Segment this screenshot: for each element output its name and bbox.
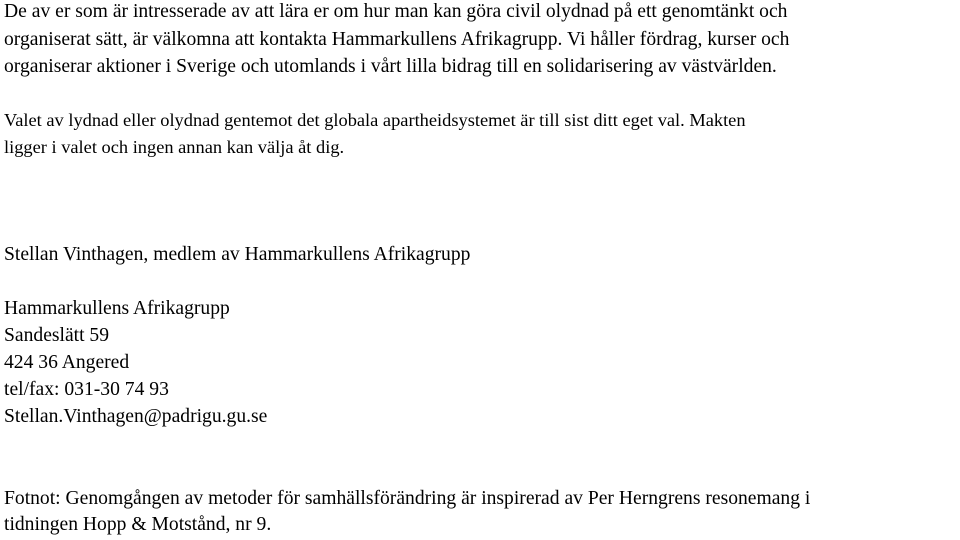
intro-line-1: De av er som är intresserade av att lära er om hur man kan göra civil olydnad på ett genomtänkt och xyxy=(4,1,788,22)
contact-organization: Hammarkullens Afrikagrupp xyxy=(4,298,230,319)
contact-postal: 424 36 Angered xyxy=(4,352,130,373)
signature-line: Stellan Vinthagen, medlem av Hammarkullens Afrikagrupp xyxy=(4,244,471,265)
footnote-line-1: Fotnot: Genomgången av metoder för samhällsförändring är inspirerad av Per Herngrens resonemang i xyxy=(4,488,811,509)
contact-email: Stellan.Vinthagen@padrigu.gu.se xyxy=(4,406,268,427)
contact-street: Sandeslätt 59 xyxy=(4,325,110,346)
intro-line-2: organiserat sätt, är välkomna att kontakta Hammarkullens Afrikagrupp. Vi håller fördrag, kurser och xyxy=(4,29,790,50)
footnote-line-2: tidningen Hopp & Motstånd, nr 9. xyxy=(4,514,272,535)
choice-line-1: Valet av lydnad eller olydnad gentemot det globala apartheidsystemet är till sist ditt eget val. Makten xyxy=(4,110,746,130)
contact-phone: tel/fax: 031-30 74 93 xyxy=(4,379,169,400)
intro-line-3: organiserar aktioner i Sverige och utomlands i vårt lilla bidrag till en solidarisering av västvärlden. xyxy=(4,56,777,77)
choice-line-2: ligger i valet och ingen annan kan välja åt dig. xyxy=(4,137,345,157)
